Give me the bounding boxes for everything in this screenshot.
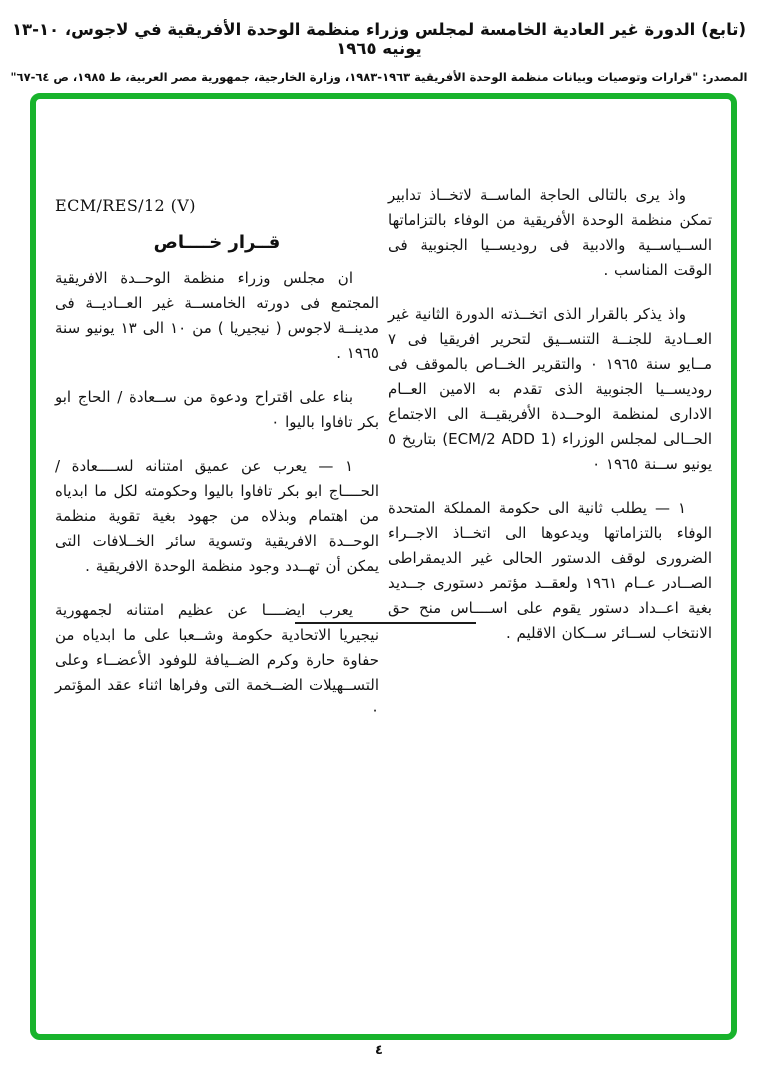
right-column [388,183,712,723]
left-column [55,183,379,723]
resolution-paragraph: يعرب ايضــــا عن عظيم امتنانه لجمهورية نيجيريا الاتحادية حكومة وشــعبا على ما ابدياه من حفاوة حارة وكرم الضــيافة للوفود الأعضــاء وعلى التســهيلات الضــخمة التى وفراها اثناء عقد المؤتمر ٠ [55,601,379,719]
resolution-title: قــرار خــــاص [153,232,281,253]
page-number: ٤ [375,1043,383,1058]
resolution-paragraph: واذ يذكر بالقرار الذى اتخــذته الدورة الثانية غير العــادية للجنــة التنســيق لتحرير افريقيا فى ٧ مــايو سنة ١٩٦٥ ٠ والتقرير الخــاص بالموقف فى روديســيا الجنوبية الذى تقدم به الامين العــام الادارى لمنظمة الوحــدة الأفريقيــة الى الاجتماع الحــالى لمجلس الوزراء (ECM/2 ADD 1) بتاريخ ٥ يونيو ســنة ١٩٦٥ ٠ [388,305,713,473]
resolution-reference: ECM/RES/12 (V) [55,196,196,215]
header-session-title: (تابع) الدورة غير العادية الخامسة لمجلس وزراء منظمة الوحدة الأفريقية في لاجوس، ١٠-١٣ يونيه ١٩٦٥ [11,20,747,58]
resolution-paragraph: ان مجلس وزراء منظمة الوحــدة الافريقية المجتمع فى دورته الخامســة غير العــاديــة فى مدينــة لاجوس ( نيجيريا ) من ١٠ الى ١٣ يونيو سنة ١٩٦٥ . [55,269,379,362]
resolution-paragraph: ١ — يطلب ثانية الى حكومة المملكة المتحدة الوفاء بالتزاماتها ويدعوها الى اتخــاذ الاجــراء الضرورى لوقف الدستور الحالى غير الديمقراطى الصــادر عــام ١٩٦١ ولعقــد مؤتمر دستورى جــديد بغية اعــداد دستور يقوم على اســــاس منح حق الانتخاب لســائر ســكان الاقليم . [388,499,712,642]
resolution-paragraph: واذ يرى بالتالى الحاجة الماســة لاتخــاذ تدابير تمكن منظمة الوحدة الأفريقية من الوفاء بالتزاماتها الســياســية والادبية فى روديســيا الجنوبية فى الوقت المناسب . [388,186,712,279]
section-divider-rule [295,622,476,624]
resolution-paragraph: ١ — يعرب عن عميق امتنانه لســــعادة / الحــــاج ابو بكر تافاوا باليوا وحكومته لكل ما ابدياه من اهتمام وبذلاه من جهود بغية تقوية منظمة الوحــدة الافريقية وتسوية سائر الخــلافات التى يمكن أن تهــدد وجود منظمة الوحدة الافريقية . [55,457,379,575]
resolution-paragraph: بناء على اقتراح ودعوة من ســعادة / الحاج ابو بكر تافاوا باليوا ٠ [55,388,379,431]
document-body [55,183,712,723]
header-source-citation: المصدر: "قرارات وتوصيات وبيانات منظمة الوحدة الأفريقية ١٩٦٣-١٩٨٣، وزارة الخارجية، جمهورية مصر العربية، ط ١٩٨٥، ص ٦٤-٦٧" [10,70,748,84]
page-header [0,20,758,84]
